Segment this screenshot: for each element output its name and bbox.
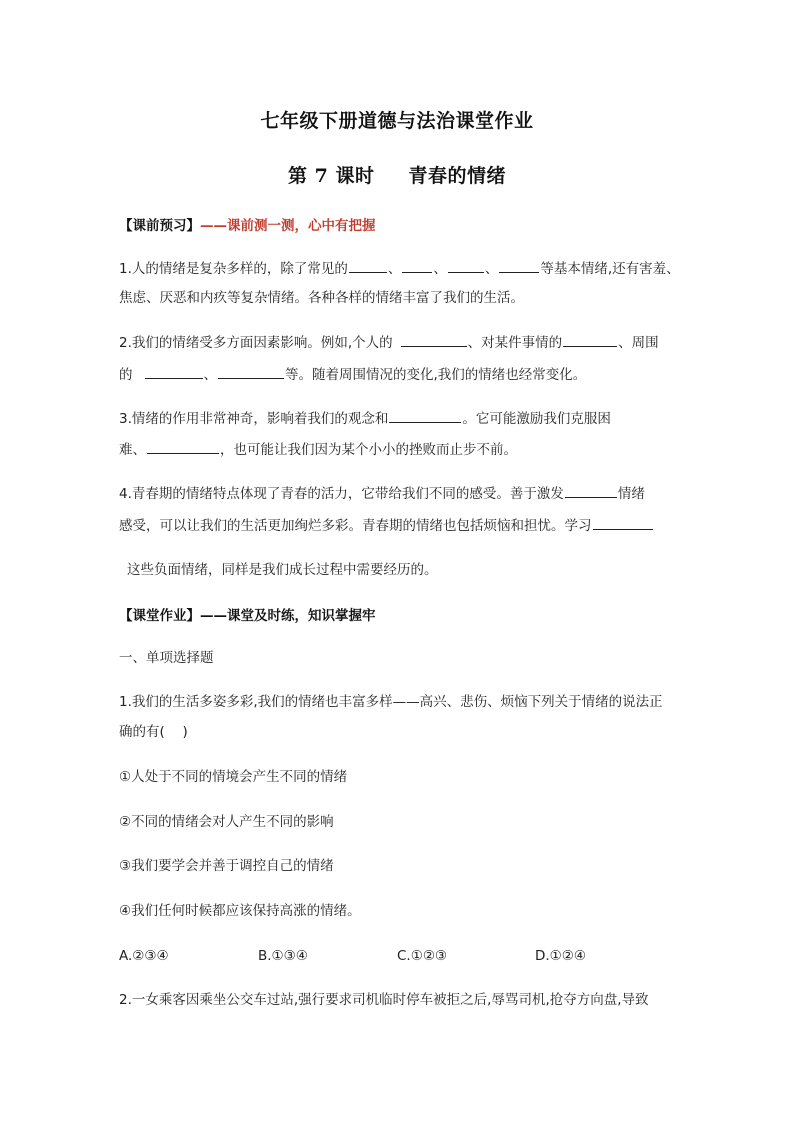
fill-blank[interactable] (593, 516, 653, 530)
statement-item: ③我们要学会并善于调控自己的情绪 (119, 858, 334, 874)
fill-blank[interactable] (448, 259, 484, 273)
lesson-number: 第 7 课时 (288, 165, 375, 187)
option-b[interactable]: B.①③④ (258, 948, 308, 964)
preview-q3-line1: 3.情绪的作用非常神奇，影响着我们的观念和 。它可能激励我们克服困 (119, 411, 611, 427)
preview-section-heading (119, 214, 376, 234)
lesson-name: 青春的情绪 (408, 165, 506, 187)
preview-q2-line2: 的 、 等。随着周围情况的变化,我们的情绪也经常变化。 (119, 367, 587, 383)
part-one-heading: 一、单项选择题 (119, 650, 214, 666)
preview-q4-line1: 4.青春期的情绪特点体现了青春的活力，它带给我们不同的感受。善于激发 情绪 (119, 486, 645, 502)
preview-q1-line2: 焦虑、厌恶和内疚等复杂情绪。各种各样的情绪丰富了我们的生活。 (119, 290, 524, 306)
fill-blank[interactable] (401, 333, 467, 347)
answer-options (119, 947, 679, 965)
preview-q3-line2: 难、 ，也可能让我们因为某个小小的挫败而止步不前。 (119, 442, 517, 458)
fill-blank[interactable] (563, 333, 617, 347)
fill-blank[interactable] (565, 484, 617, 498)
option-d[interactable]: D.①②④ (535, 948, 586, 964)
fill-blank[interactable] (147, 440, 219, 454)
classwork-heading-bracket: 【课堂作业】 (119, 608, 200, 624)
fill-blank[interactable] (402, 259, 432, 273)
fill-blank[interactable] (218, 365, 284, 379)
fill-blank[interactable] (349, 259, 387, 273)
classwork-q1-line2: 确的有( ) (119, 724, 188, 740)
statement-item: ①人处于不同的情境会产生不同的情绪 (119, 769, 348, 785)
option-c[interactable]: C.①②③ (397, 948, 448, 964)
option-a[interactable]: A.②③④ (119, 948, 169, 964)
page-title: 七年级下册道德与法治课堂作业 (260, 110, 534, 132)
classwork-heading-text: ——课堂及时练，知识掌握牢 (200, 608, 376, 624)
preview-q4-line2: 感受，可以让我们的生活更加绚烂多彩。青春期的情绪也包括烦恼和担忧。学习 (119, 516, 654, 535)
preview-heading-text: ——课前测一测，心中有把握 (200, 218, 376, 234)
classwork-section-heading (119, 604, 376, 624)
fill-blank[interactable] (145, 365, 203, 379)
statement-item: ②不同的情绪会对人产生不同的影响 (119, 814, 334, 830)
preview-q4-line3: 这些负面情绪，同样是我们成长过程中需要经历的。 (127, 562, 438, 578)
classwork-q2-line1: 2.一女乘客因乘坐公交车过站,强行要求司机临时停车被拒之后,辱骂司机,抢夺方向盘,导致 (119, 992, 649, 1008)
classwork-q1-line1: 1.我们的生活多姿多彩,我们的情绪也丰富多样——高兴、悲伤、烦恼下列关于情绪的说法正 (119, 694, 663, 710)
fill-blank[interactable] (499, 259, 539, 273)
fill-blank[interactable] (389, 409, 461, 423)
preview-heading-bracket: 【课前预习】 (119, 218, 200, 234)
preview-q2-line1: 2.我们的情绪受多方面因素影响。例如,个人的 、对某件事情的 、周围 (119, 335, 659, 351)
statement-item: ④我们任何时候都应该保持高涨的情绪。 (119, 903, 361, 919)
preview-q1-line1: 1.人的情绪是复杂多样的，除了常见的 、 、 、 等基本情绪,还有害羞、 (119, 261, 680, 277)
lesson-title (0, 161, 794, 188)
